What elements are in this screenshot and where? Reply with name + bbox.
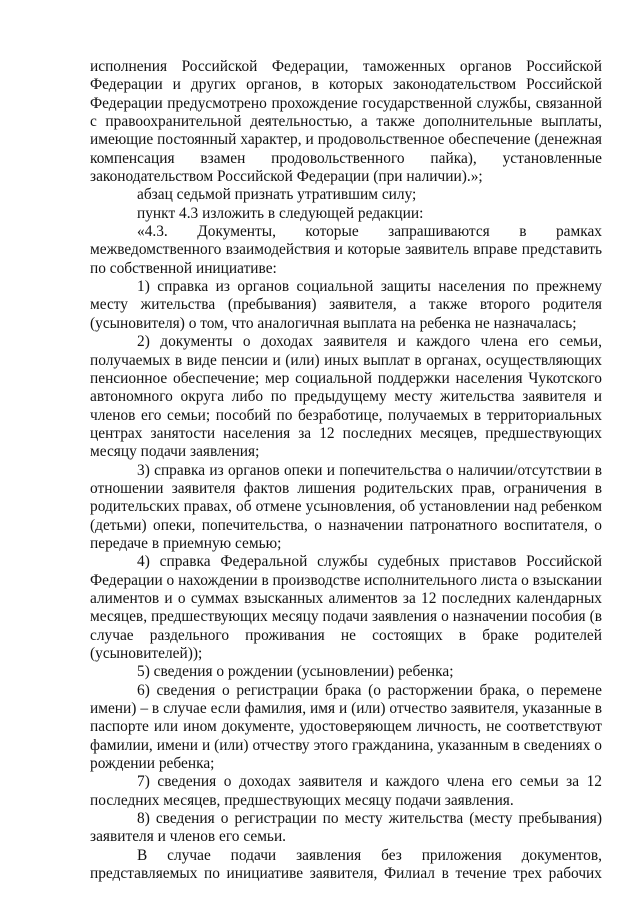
paragraph-continuation: исполнения Российской Федерации, таможенных органов Российской Федерации и других органов, в которых законодательством Российской Федерации предусмотрено прохождение государственной службы, связанной с правоохранительной деятельностью, а также дополнительные выплаты, имеющие постоянный характер, и продовольственное обеспечение (денежная компенсация взамен продовольственного пайка), установленные законодательством Российской Федерации (при наличии).»; — [90, 58, 602, 186]
list-item-8: 8) сведения о регистрации по месту жительства (месту пребывания) заявителя и членов его семьи. — [90, 810, 602, 846]
list-item-2: 2) документы о доходах заявителя и каждого члена его семьи, получаемых в виде пенсии и (или) иных выплат в органах, осуществляющих пенсионное обеспечение; мер социальной поддержки населения Чукотского автономного округа либо по предыдущему месту жительства заявителя и членов его семьи; пособий по безработице, получаемых в территориальных центрах занятости населения за 12 последних месяцев, предшествующих месяцу подачи заявления; — [90, 333, 602, 461]
list-item-1: 1) справка из органов социальной защиты населения по прежнему месту жительства (пребывания) заявителя, а также второго родителя (усыновителя) о том, что аналогичная выплата на ребенка не назначалась; — [90, 278, 602, 332]
list-item-6: 6) сведения о регистрации брака (о расторжении брака, о перемене имени) – в случае если фамилия, имя и (или) отчество заявителя, указанные в паспорте или ином документе, удостоверяющем личность, не соответствуют фамилии, имени и (или) отчеству этого гражданина, указанным в сведениях о рождении ребенка; — [90, 681, 602, 773]
list-item-3: 3) справка из органов опеки и попечительства о наличии/отсутствии в отношении заявителя фактов лишения родительских прав, ограничения в родительских правах, об отмене усыновления, об установлении над ребенком (детьми) опеки, попечительства, о назначении патронатного воспитателя, о передаче в приемную семью; — [90, 461, 602, 552]
paragraph-final: В случае подачи заявления без приложения документов, представляемых по инициативе заявителя, Филиал в течение трех рабочих — [90, 846, 602, 883]
paragraph-amendment-4-3: пункт 4.3 изложить в следующей редакции: — [137, 204, 424, 222]
paragraph-amendment-seventh: абзац седьмой признать утратившим силу; — [137, 186, 417, 204]
document-page — [90, 58, 602, 883]
list-item-4: 4) справка Федеральной службы судебных приставов Российской Федерации о нахождении в производстве исполнительного листа о взыскании алиментов и о суммах взысканных алиментов за 12 последних календарных месяцев, предшествующих месяцу подачи заявления о назначении пособия (в случае раздельного проживания не состоящих в браке родителей (усыновителей)); — [90, 553, 602, 662]
paragraph-4-3-intro: «4.3. Документы, которые запрашиваются в рамках межведомственного взаимодействия и которые заявитель вправе представить по собственной инициативе: — [90, 223, 602, 277]
list-item-5: 5) сведения о рождении (усыновлении) ребенка; — [137, 663, 454, 681]
list-item-7: 7) сведения о доходах заявителя и каждого члена его семьи за 12 последних месяцев, предшествующих месяцу подачи заявления. — [90, 773, 602, 809]
